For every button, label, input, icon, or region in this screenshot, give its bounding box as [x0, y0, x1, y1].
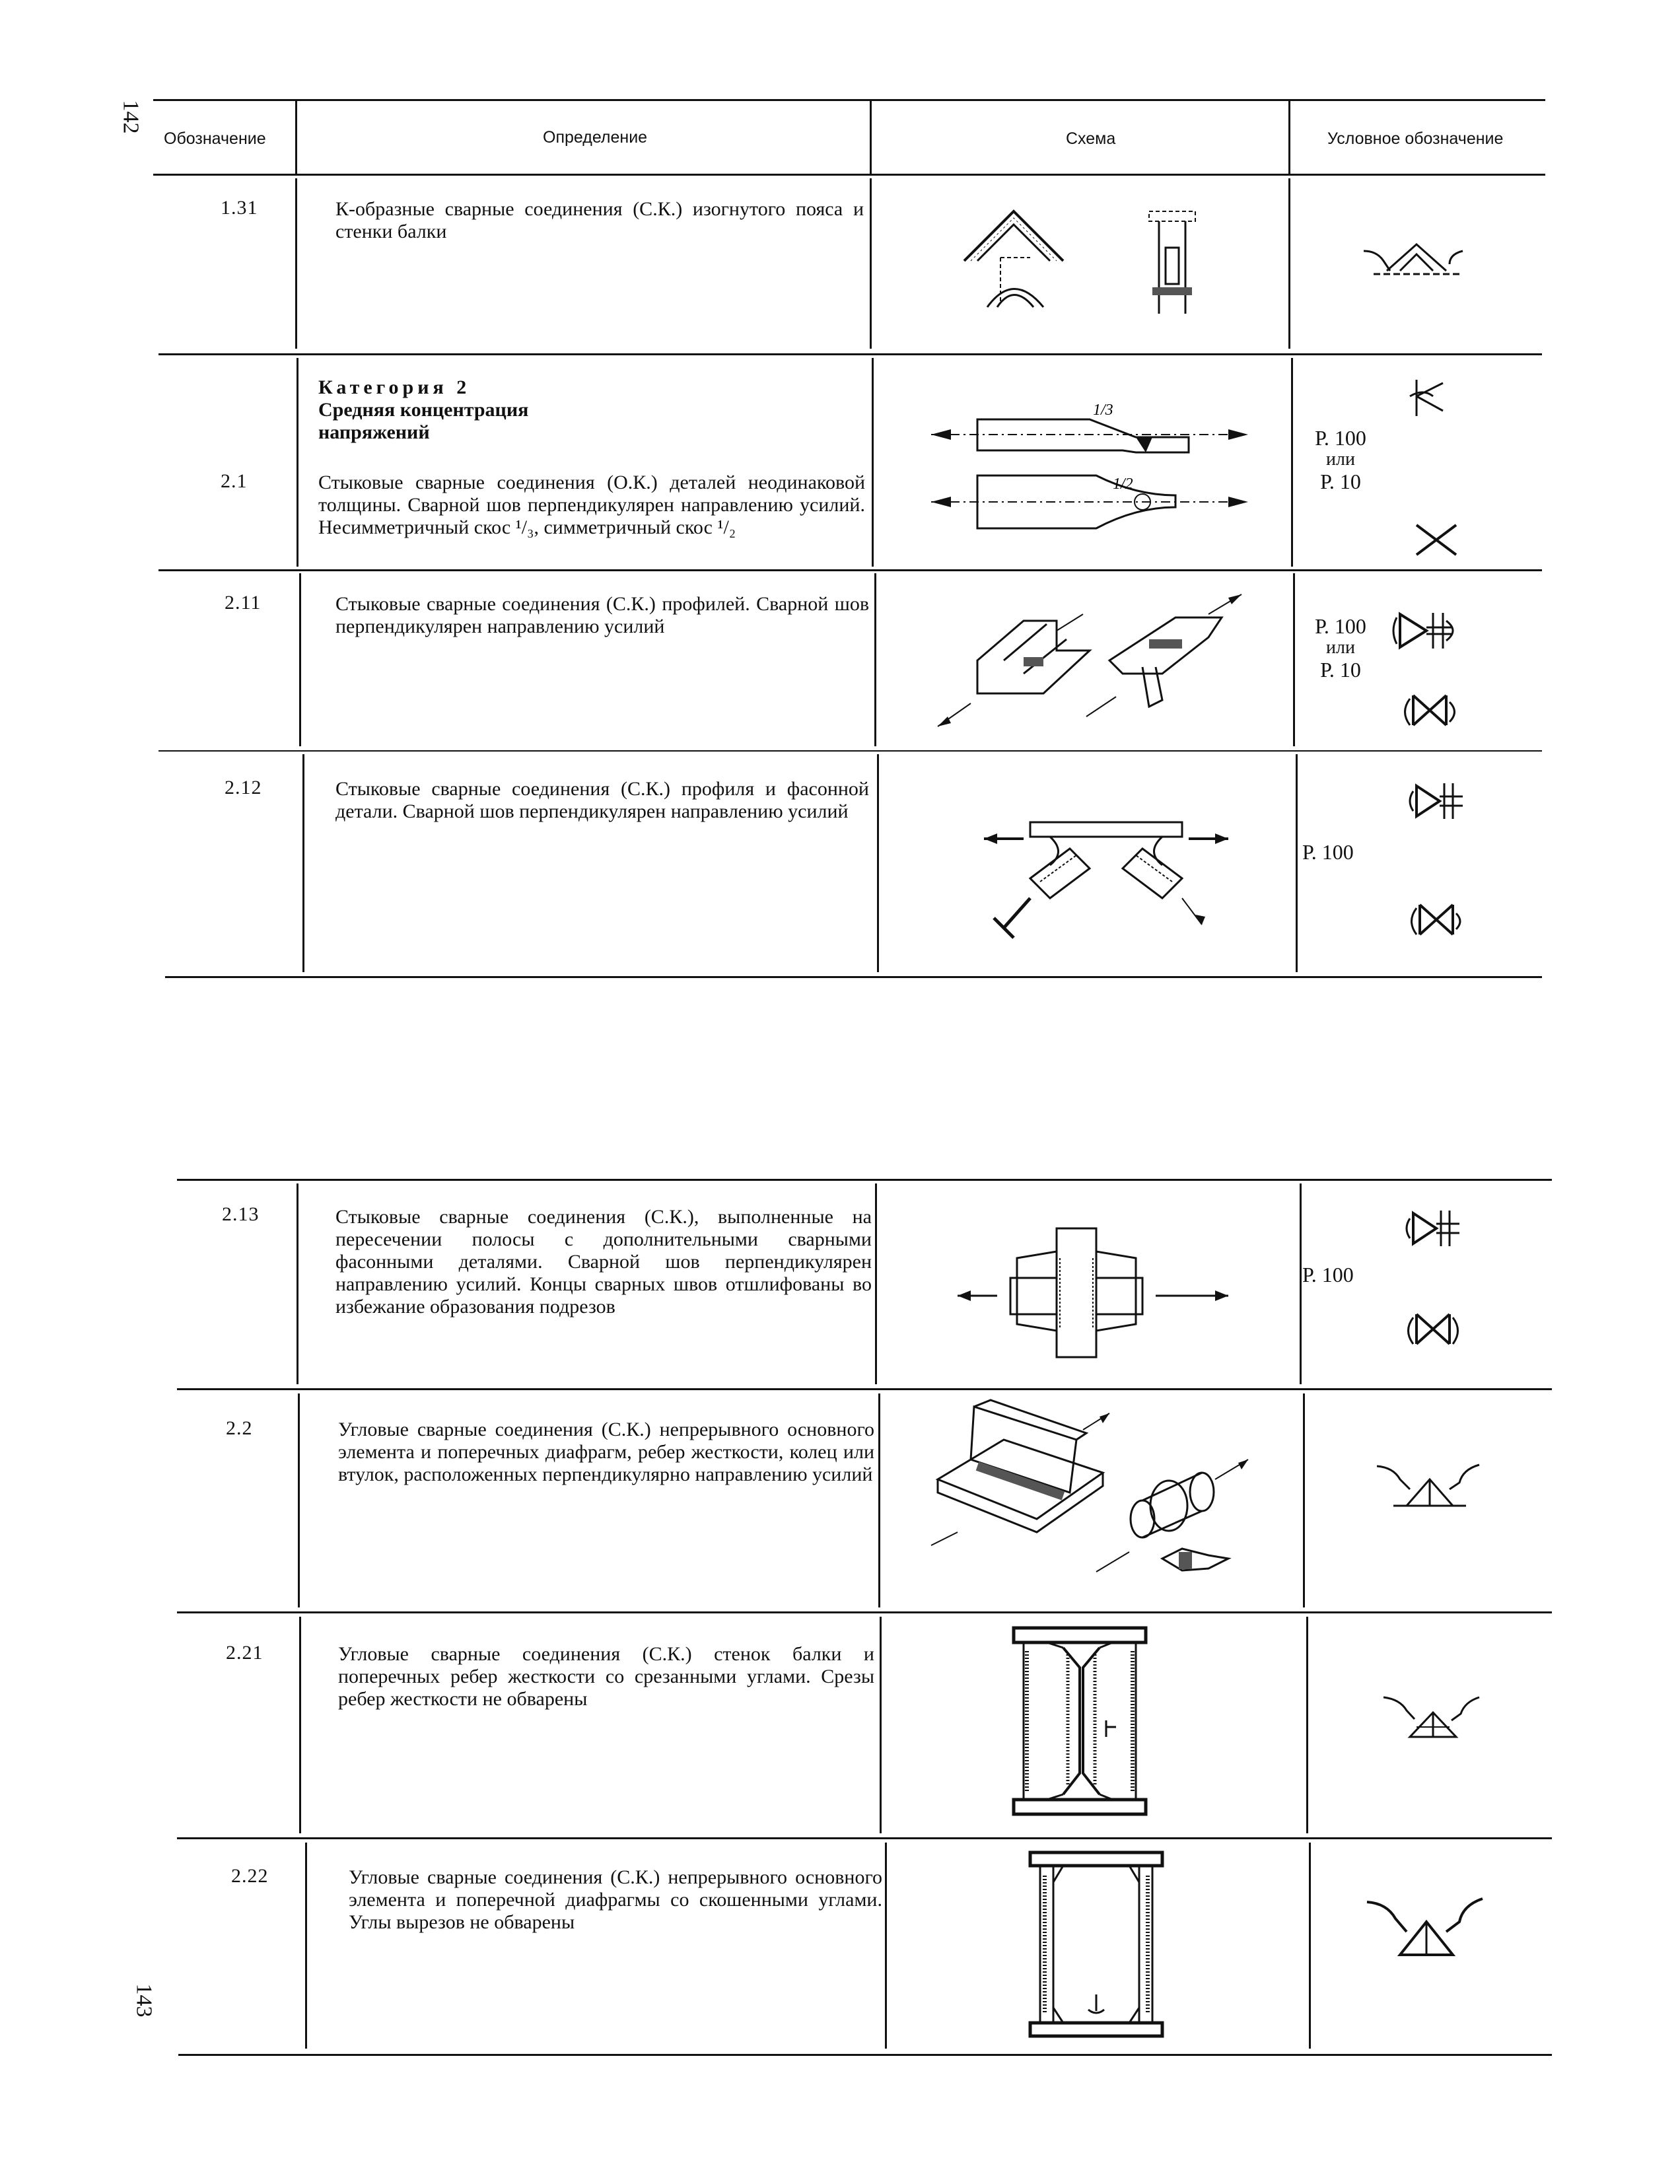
row-definition: Стыковые сварные соединения (С.К.) профиля и фасонной детали. Сварной шов перпендикулярен направлению усилий [335, 778, 869, 822]
category-heading [318, 376, 648, 444]
note-line: Р. 100 [1302, 840, 1354, 864]
note-line: Р. 10 [1320, 470, 1361, 493]
symbol-butt-backing [1387, 608, 1466, 654]
scheme-butt-unequal-thickness [925, 396, 1268, 542]
category-title: Категория 2 [318, 376, 471, 398]
scheme-continuous-element-diaphragm [925, 1393, 1268, 1598]
row-note [1302, 840, 1354, 864]
header-symbol: Условное обозначение [1327, 129, 1504, 148]
row-definition: Стыковые сварные соединения (О.К.) деталей неодинаковой толщины. Сварной шов перпендикулярен направлению усилий. Несимметричный скос ¹/₃, симметричный скос ¹/₂ [318, 472, 865, 538]
header-definition: Определение [543, 128, 648, 147]
category-line1: Средняя концентрация [318, 399, 529, 421]
scheme-butt-profiles [925, 588, 1255, 740]
symbol-butt-backing-double [1403, 778, 1469, 824]
page-number-143: 143 [131, 1983, 157, 2018]
scheme-bent-flange-web [951, 198, 1202, 324]
row-number: 2.22 [231, 1865, 269, 1887]
category-line2: напряжений [318, 421, 430, 443]
symbol-single-v-butt [1407, 376, 1453, 423]
row-note [1304, 614, 1377, 682]
header-designation: Обозначение [164, 129, 266, 148]
symbol-x-butt-contour [1403, 895, 1469, 948]
row-number: 2.2 [226, 1417, 253, 1439]
row-note [1302, 1263, 1354, 1286]
row-number: 2.1 [221, 470, 248, 492]
scheme-beam-web-stiffener [1007, 1621, 1152, 1823]
note-line: Р. 10 [1320, 658, 1361, 682]
row-number: 2.13 [222, 1203, 260, 1225]
symbol-fillet-double [1374, 1453, 1486, 1512]
row-definition: Угловые сварные соединения (С.К.) непрерывного основного элемента и поперечных диафрагм, ребер жесткости, колец или втулок, расположенных перпендикулярно направлению усилий [338, 1419, 874, 1485]
slope-label-1-3: 1/3 [1093, 402, 1113, 419]
symbol-double-v-butt [1413, 522, 1459, 558]
row-definition: Угловые сварные соединения (С.К.) непрерывного основного элемента и поперечной диафрагмы со скошенными углами. Углы вырезов не обварены [349, 1866, 882, 1933]
symbol-x-butt-contour [1400, 1304, 1466, 1357]
row-definition: Стыковые сварные соединения (С.К.) профилей. Сварной шов перпендикулярен направлению усилий [335, 593, 869, 637]
note-line: Р. 100 [1315, 614, 1366, 638]
scheme-profile-shaped-part [977, 812, 1242, 951]
row-definition: Стыковые сварные соединения (С.К.), выполненные на пересечении полосы с дополнительными сварными фасонными деталями. Сварной шов перпендикулярен направлению усилий. Концы сварных швов отшлифованы во избежание образования подрезов [335, 1206, 872, 1318]
row-number: 2.12 [225, 777, 262, 798]
note-line: Р. 100 [1315, 426, 1366, 450]
scheme-diaphragm-chamfered [1024, 1846, 1169, 2044]
header-scheme: Схема [1066, 129, 1116, 148]
symbol-fillet-double [1364, 1889, 1489, 1961]
note-line: Р. 100 [1302, 1263, 1354, 1286]
row-number: 2.11 [225, 592, 262, 614]
note-line: или [1326, 637, 1355, 658]
row-definition: К-образные сварные соединения (С.К.) изогнутого пояса и стенки балки [335, 198, 864, 242]
symbol-fillet-double [1380, 1687, 1486, 1744]
symbol-k-butt [1360, 238, 1473, 284]
row-note [1304, 426, 1377, 493]
page-number-142: 142 [118, 100, 143, 134]
symbol-butt-backing-double [1400, 1205, 1466, 1251]
note-line: или [1326, 449, 1355, 470]
row-definition: Угловые сварные соединения (С.К.) стенок балки и поперечных ребер жесткости со срезанными углами. Срезы ребер жесткости не обварены [338, 1643, 874, 1710]
row-number: 2.21 [226, 1642, 263, 1664]
row-number: 1.31 [221, 197, 258, 219]
symbol-x-butt-contour [1397, 686, 1463, 738]
slope-label-1-2: 1/2 [1113, 476, 1133, 493]
scheme-strip-intersection [951, 1222, 1242, 1367]
